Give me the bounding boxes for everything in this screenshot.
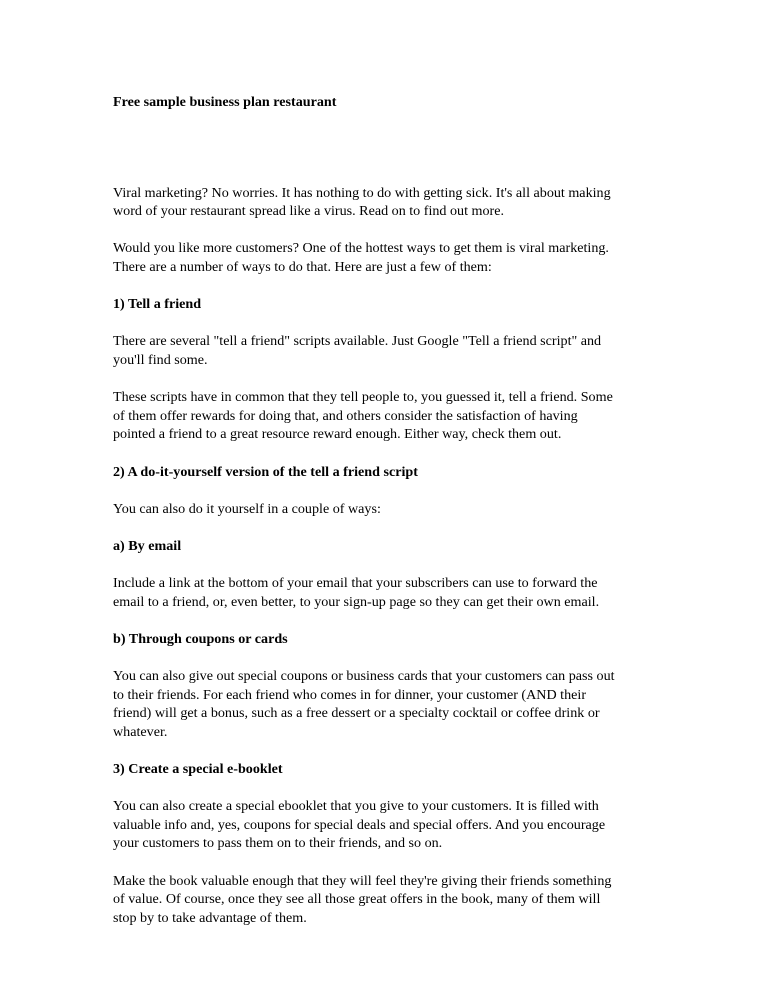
section-heading xyxy=(113,537,658,556)
text-line: valuable info and, yes, coupons for special deals and special offers. And you encourage xyxy=(113,816,606,833)
text-line: There are several "tell a friend" scripts available. Just Google "Tell a friend script" and xyxy=(113,333,602,350)
paragraph xyxy=(113,184,658,221)
text-line: pointed a friend to a great resource reward enough. Either way, check them out. xyxy=(113,426,562,443)
text-line: b) Through coupons or cards xyxy=(113,630,288,647)
section-heading xyxy=(113,463,658,482)
paragraph xyxy=(113,667,658,741)
text-line: You can also create a special ebooklet that you give to your customers. It is filled with xyxy=(113,798,599,815)
paragraph xyxy=(113,797,658,853)
text-line: Include a link at the bottom of your email that your subscribers can use to forward the xyxy=(113,575,598,592)
paragraph xyxy=(113,332,658,369)
document-title: Free sample business plan restaurant xyxy=(113,94,337,110)
text-line: to their friends. For each friend who comes in for dinner, your customer (AND their xyxy=(113,686,587,703)
text-line: 2) A do-it-yourself version of the tell a friend script xyxy=(113,463,418,480)
text-line: of them offer rewards for doing that, and others consider the satisfaction of having xyxy=(113,407,578,424)
text-line: These scripts have in common that they tell people to, you guessed it, tell a friend. Some xyxy=(113,389,613,406)
document-body xyxy=(113,93,658,946)
paragraph xyxy=(113,500,658,519)
paragraph xyxy=(113,574,658,611)
text-line: stop by to take advantage of them. xyxy=(113,909,307,926)
text-line: You can also do it yourself in a couple of ways: xyxy=(113,500,381,517)
text-line: Viral marketing? No worries. It has nothing to do with getting sick. It's all about making xyxy=(113,184,611,201)
text-line: whatever. xyxy=(113,723,168,740)
text-line: Would you like more customers? One of the hottest ways to get them is viral marketing. xyxy=(113,240,609,257)
text-line: a) By email xyxy=(113,537,182,554)
text-line: You can also give out special coupons or business cards that your customers can pass out xyxy=(113,668,615,685)
text-line: 3) Create a special e-booklet xyxy=(113,761,283,777)
text-line: There are a number of ways to do that. Here are just a few of them: xyxy=(113,258,492,275)
text-line: you'll find some. xyxy=(113,351,208,368)
text-line: friend) will get a bonus, such as a free dessert or a specialty cocktail or coffee drink or xyxy=(113,705,600,722)
document-blocks xyxy=(113,184,658,928)
text-line: of value. Of course, once they see all those great offers in the book, many of them will xyxy=(113,891,601,908)
text-line: word of your restaurant spread like a virus. Read on to find out more. xyxy=(113,203,504,220)
section-heading xyxy=(113,630,658,649)
text-line: your customers to pass them on to their friends, and so on. xyxy=(113,835,443,852)
paragraph xyxy=(113,239,658,276)
section-heading xyxy=(113,295,658,314)
section-heading xyxy=(113,760,658,779)
text-line: Make the book valuable enough that they will feel they're giving their friends something xyxy=(113,872,612,889)
text-line: 1) Tell a friend xyxy=(113,296,202,313)
paragraph xyxy=(113,388,658,444)
paragraph xyxy=(113,872,658,928)
text-line: email to a friend, or, even better, to your sign-up page so they can get their own email. xyxy=(113,593,600,610)
